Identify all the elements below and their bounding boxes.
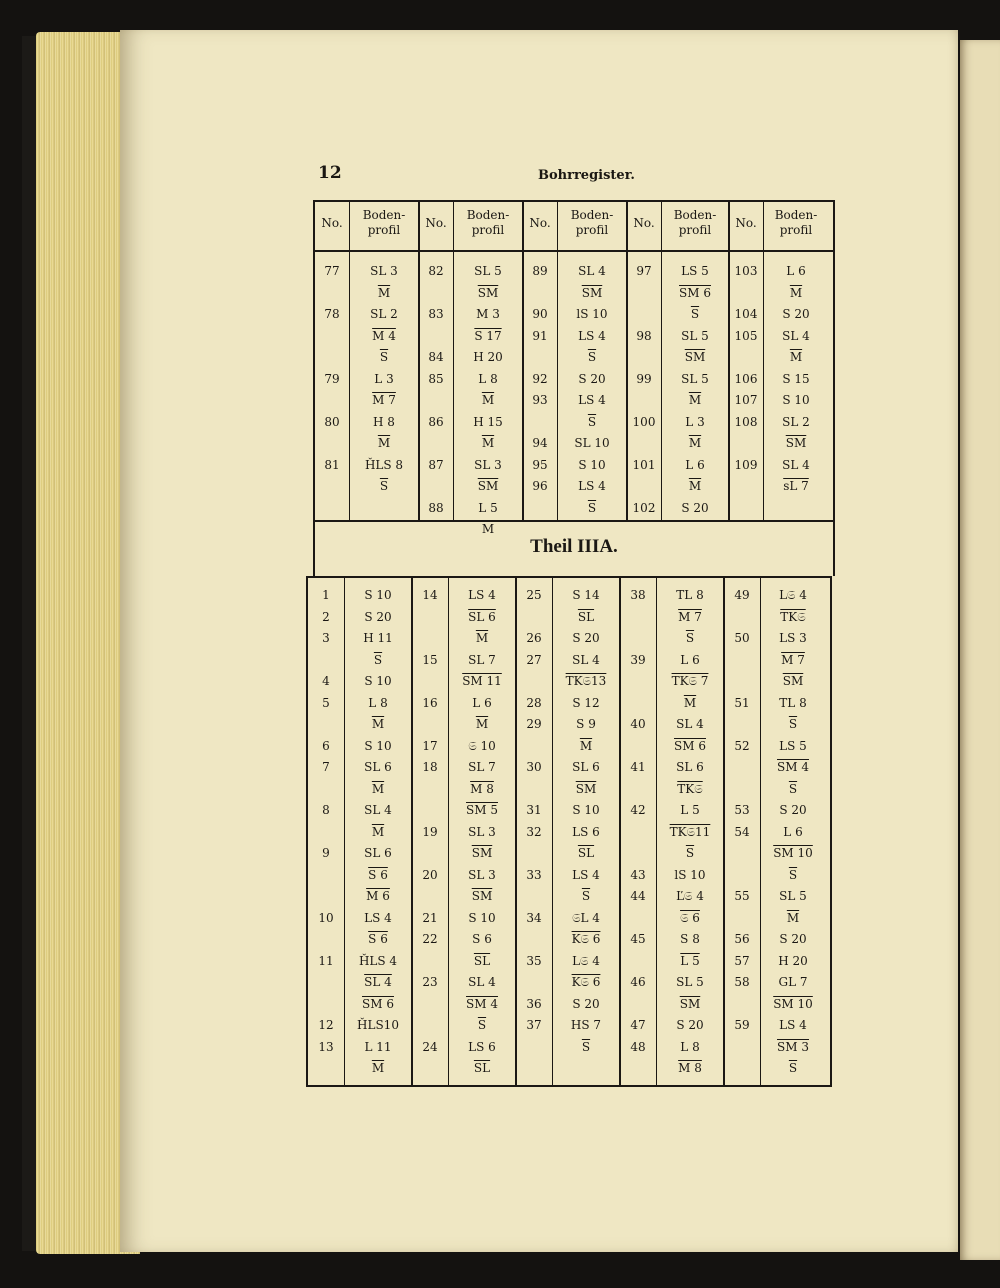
soil-profile-value: SM 4 [777,760,809,774]
soil-profile-value: $\overline{S}$ [788,1061,798,1075]
soil-profile-value: TK𝔖 [780,609,806,624]
row-number: 90 [532,307,548,321]
soil-profile-value: SL 3 [474,457,502,472]
number-divider [656,578,657,1085]
soil-profile-value: $\overline{S}$ [379,350,389,364]
soil-profile-value: $\overline{S}$ [587,350,597,364]
row-number: 89 [532,264,548,278]
soil-profile-value: $\overline{M}$ [481,522,495,536]
soil-profile-value: SL 5 [681,371,709,386]
row-number: 26 [526,631,542,645]
soil-profile-value: S 17 [474,328,502,343]
soil-profile-value: M 8 [470,781,494,796]
soil-profile-value: $\overline{SM}$ [477,285,499,300]
soil-profile-value: S 20 [364,609,392,624]
row-number: 36 [526,996,542,1011]
number-divider [344,578,345,1085]
soil-profile-value: SL 4 [468,975,496,989]
soil-profile-value: S 9 [576,717,596,731]
soil-profile-value: SL 4 [572,652,600,667]
soil-profile-value: $\overline{M}$ [789,285,803,300]
facing-page [960,40,1000,1260]
soil-profile-value: $\overline{S}$ [373,652,383,667]
soil-profile-value: S 10 [468,910,496,925]
row-number: 45 [630,932,646,946]
row-number: 109 [734,457,758,472]
soil-profile-value: SL 2 [370,307,398,321]
row-number: 20 [422,867,438,882]
row-number: 104 [734,307,758,321]
soil-profile-value: S 20 [779,803,807,817]
soil-profile-value: SM 11 [462,674,502,688]
row-number: 43 [630,867,646,882]
soil-profile-value: $\overline{M}$ [688,479,702,493]
soil-profile-value: S 20 [578,371,606,386]
row-number: 56 [734,932,750,946]
row-number: 105 [734,328,758,343]
row-number: 77 [324,264,340,278]
soil-profile-value: L 8 [680,1039,700,1054]
row-number: 7 [322,760,330,774]
row-number: 97 [636,264,652,278]
soil-profile-value: SL 4 [782,328,810,343]
row-number: 35 [526,953,542,968]
soil-profile-value: SL 4 [364,975,392,989]
row-number: 22 [422,932,438,946]
row-number: 51 [734,695,750,710]
soil-profile-value: LS 6 [572,824,600,839]
soil-profile-value: $\overline{SM}$ [477,479,499,493]
soil-profile-value: S 15 [782,371,810,386]
soil-profile-value: SL 3 [468,867,496,882]
row-number: 98 [636,328,652,343]
soil-profile-value: 𝔖 6 [680,910,700,925]
soil-profile-value: $\overline{S}$ [581,889,591,903]
soil-profile-value: SL 10 [574,436,610,450]
soil-profile-value: TK𝔖13 [565,674,607,688]
soil-profile-value: $\overline{S}$ [685,846,695,860]
soil-profile-value: L 11 [364,1039,392,1054]
row-number: 1 [322,588,330,602]
soil-profile-value: Ľ𝔖 4 [676,889,704,903]
soil-profile-value: S 10 [364,738,392,753]
soil-profile-value: $\overline{SM}$ [581,285,603,300]
row-number: 80 [324,414,340,429]
soil-profile-value: $\overline{M}$ [683,695,697,710]
soil-profile-value: SM 6 [362,996,394,1011]
soil-profile-value: SM 6 [679,285,711,300]
header-no: No. [321,216,343,230]
row-number: 83 [428,307,444,321]
row-number: 39 [630,652,646,667]
soil-profile-value: LS 4 [578,393,606,407]
soil-profile-value: L 3 [374,371,394,386]
soil-profile-value: L 6 [685,457,705,472]
soil-profile-value: SL 5 [779,889,807,903]
soil-profile-value: K𝔖 6 [571,975,601,989]
row-number: 3 [322,631,330,645]
soil-profile-value: S 10 [364,674,392,688]
soil-profile-value: $\overline{SM}$ [782,674,804,688]
soil-profile-value: S 10 [364,588,392,602]
soil-profile-value: ȞLS10 [357,1018,399,1032]
row-number: 8 [322,803,330,817]
soil-profile-value: $\overline{S}$ [477,1018,487,1032]
row-number: 31 [526,803,542,817]
header-bodenprofil: Boden- profil [774,208,818,237]
soil-profile-value: H 20 [473,350,503,364]
soil-profile-value: SL 3 [370,264,398,278]
soil-profile-value: SL 6 [468,609,496,624]
row-number: 25 [526,588,542,602]
soil-profile-value: L 5 [680,953,700,968]
soil-profile-value: S 6 [472,932,492,946]
row-number: 92 [532,371,548,386]
soil-profile-value: L 6 [783,824,803,839]
soil-profile-value: SL 4 [676,717,704,731]
soil-profile-value: L 6 [786,264,806,278]
header-bodenprofil: Boden- profil [570,208,614,237]
row-number: 87 [428,457,444,472]
row-number: 81 [324,457,340,472]
soil-profile-value: $\overline{S}$ [788,867,798,882]
soil-profile-value: S 8 [680,932,700,946]
header-rule [315,250,833,252]
soil-profile-value: lS 10 [576,307,608,321]
row-number: 14 [422,588,438,602]
soil-profile-value: $\overline{SL}$ [473,1061,491,1075]
borehole-table-2 [306,576,832,1087]
row-number: 102 [632,500,656,515]
soil-profile-value: SM 4 [466,996,498,1011]
soil-profile-value: GL 7 [778,975,808,989]
header-no: No. [529,216,551,230]
soil-profile-value: K𝔖 6 [571,932,601,946]
row-number: 101 [632,457,656,472]
row-number: 88 [428,500,444,515]
row-number: 107 [734,393,758,407]
row-number: 6 [322,738,330,753]
soil-profile-value: LS 4 [578,328,606,343]
soil-profile-value: L 3 [685,414,705,429]
soil-profile-value: $\overline{S}$ [379,479,389,493]
row-number: 33 [526,867,542,882]
soil-profile-value: H 11 [363,631,393,645]
header-bodenprofil: Boden- profil [673,208,717,237]
soil-profile-value: SL 3 [468,824,496,839]
soil-profile-value: sL 7 [783,479,809,493]
soil-profile-value: TK𝔖 [677,781,703,796]
soil-profile-value: $\overline{SM}$ [471,889,493,903]
soil-profile-value: H 15 [473,414,503,429]
soil-profile-value: $\overline{M}$ [371,781,385,796]
soil-profile-value: M 8 [678,1061,702,1075]
row-number: 99 [636,371,652,386]
row-number: 85 [428,371,444,386]
soil-profile-value: $\overline{M}$ [371,717,385,731]
soil-profile-value: L 6 [680,652,700,667]
row-number: 12 [318,1018,334,1032]
row-number: 58 [734,975,750,989]
soil-profile-value: S 12 [572,695,600,710]
soil-profile-value: $\overline{SM}$ [471,846,493,860]
row-number: 57 [734,953,750,968]
soil-profile-value: SM 6 [674,738,706,753]
header-bodenprofil: Boden- profil [362,208,406,237]
number-divider [552,578,553,1085]
soil-profile-value: $\overline{SM}$ [785,436,807,450]
soil-profile-value: $\overline{SM}$ [684,350,706,364]
soil-profile-value: SL 6 [676,760,704,774]
soil-profile-value: $\overline{M}$ [481,436,495,450]
soil-profile-value: $\overline{S}$ [581,1039,591,1054]
row-number: 40 [630,717,646,731]
soil-profile-value: TK𝔖 7 [671,674,709,688]
soil-profile-value: SM 5 [466,803,498,817]
soil-profile-value: LS 3 [779,631,807,645]
soil-profile-value: LS 5 [779,738,807,753]
row-number: 108 [734,414,758,429]
header-bodenprofil: Boden- profil [466,208,510,237]
row-number: 10 [318,910,334,925]
row-number: 82 [428,264,444,278]
soil-profile-value: SL 5 [474,264,502,278]
soil-profile-value: SL 7 [468,652,496,667]
number-divider [448,578,449,1085]
soil-profile-value: $\overline{M}$ [371,1061,385,1075]
soil-profile-value: SM 10 [773,996,813,1011]
soil-profile-value: L𝔖 4 [779,588,807,602]
soil-profile-value: SM 10 [773,846,813,860]
soil-profile-value: $\overline{M}$ [481,393,495,407]
soil-profile-value: L 8 [368,695,388,710]
row-number: 95 [532,457,548,472]
soil-profile-value: $\overline{S}$ [587,414,597,429]
soil-profile-value: S 6 [368,932,388,946]
soil-profile-value: ȞLS 8 [364,457,404,472]
row-number: 4 [322,674,330,688]
soil-profile-value: ȞLS 4 [358,953,398,968]
soil-profile-value: M 3 [476,307,500,321]
row-number: 55 [734,889,750,903]
row-number: 27 [526,652,542,667]
soil-profile-value: S 20 [681,500,709,515]
row-number: 54 [734,824,750,839]
soil-profile-value: SL 6 [364,846,392,860]
soil-profile-value: SL 6 [572,760,600,774]
soil-profile-value: 𝔖L 4 [572,910,600,925]
soil-profile-value: S 20 [572,996,600,1011]
soil-profile-value: H 8 [373,414,395,429]
soil-profile-value: SL 4 [578,264,606,278]
soil-profile-value: S 10 [572,803,600,817]
row-number: 84 [428,350,444,364]
soil-profile-value: $\overline{M}$ [579,738,593,753]
row-number: 16 [422,695,438,710]
row-number: 28 [526,695,542,710]
row-number: 38 [630,588,646,602]
soil-profile-value: $\overline{S}$ [690,307,700,321]
row-number: 2 [322,609,330,624]
row-number: 30 [526,760,542,774]
row-number: 17 [422,738,438,753]
soil-profile-value: 𝔖 10 [468,738,496,753]
soil-profile-value: M 7 [678,609,702,624]
row-number: 19 [422,824,438,839]
row-number: 18 [422,760,438,774]
soil-profile-value: $\overline{M}$ [371,824,385,839]
row-number: 49 [734,588,750,602]
soil-profile-value: LS 4 [578,479,606,493]
soil-profile-value: LS 5 [681,264,709,278]
soil-profile-value: $\overline{S}$ [587,500,597,515]
row-number: 79 [324,371,340,386]
soil-profile-value: SL 4 [364,803,392,817]
row-number: 29 [526,717,542,731]
soil-profile-value: SL 7 [468,760,496,774]
soil-profile-value: S 10 [782,393,810,407]
soil-profile-value: SM 3 [777,1039,809,1054]
soil-profile-value: S 20 [779,932,807,946]
soil-profile-value: L 5 [478,500,498,515]
soil-profile-value: S 20 [572,631,600,645]
soil-profile-value: M 7 [372,393,396,407]
row-number: 103 [734,264,758,278]
soil-profile-value: S 14 [572,588,600,602]
header-no: No. [425,216,447,230]
soil-profile-value: M 4 [372,328,396,343]
soil-profile-value: $\overline{M}$ [688,393,702,407]
row-number: 42 [630,803,646,817]
row-number: 86 [428,414,444,429]
row-number: 52 [734,738,750,753]
row-number: 78 [324,307,340,321]
soil-profile-value: $\overline{M}$ [377,285,391,300]
soil-profile-value: $\overline{M}$ [688,436,702,450]
soil-profile-value: LS 6 [468,1039,496,1054]
row-number: 46 [630,975,646,989]
number-divider [760,578,761,1085]
soil-profile-value: $\overline{SL}$ [473,953,491,968]
soil-profile-value: SL 4 [782,457,810,472]
row-number: 50 [734,631,750,645]
row-number: 41 [630,760,646,774]
row-number: 21 [422,910,438,925]
section-title: Theil IIIA. [313,518,835,576]
row-number: 93 [532,393,548,407]
soil-profile-value: SL 6 [364,760,392,774]
soil-profile-value: $\overline{SL}$ [577,846,595,860]
soil-profile-value: $\overline{S}$ [788,781,798,796]
soil-profile-value: $\overline{M}$ [475,717,489,731]
header-no: No. [633,216,655,230]
row-number: 94 [532,436,548,450]
row-number: 44 [630,889,646,903]
soil-profile-value: TL 8 [676,588,704,602]
row-number: 5 [322,695,330,710]
soil-profile-value: M 6 [366,889,390,903]
soil-profile-value: L 5 [680,803,700,817]
borehole-table-1 [313,200,835,536]
row-number: 47 [630,1018,646,1032]
soil-profile-value: SL 5 [676,975,704,989]
soil-profile-value: $\overline{M}$ [786,910,800,925]
page-number: 12 [318,163,342,183]
soil-profile-value: LS 4 [779,1018,807,1032]
row-number: 32 [526,824,542,839]
soil-profile-value: $\overline{M}$ [377,436,391,450]
soil-profile-value: $\overline{SM}$ [679,996,701,1011]
row-number: 59 [734,1018,750,1032]
soil-profile-value: TL 8 [779,695,807,710]
soil-profile-value: L 8 [478,371,498,386]
soil-profile-value: S 10 [578,457,606,472]
soil-profile-value: S 20 [782,307,810,321]
running-title: Bohrregister. [538,168,635,183]
soil-profile-value: M 7 [781,652,805,667]
soil-profile-value: HS 7 [570,1018,602,1032]
soil-profile-value: H 20 [778,953,808,968]
soil-profile-value: S 20 [676,1018,704,1032]
row-number: 13 [318,1039,334,1054]
row-number: 96 [532,479,548,493]
row-number: 24 [422,1039,438,1054]
row-number: 106 [734,371,758,386]
row-number: 37 [526,1018,542,1032]
soil-profile-value: $\overline{SM}$ [575,781,597,796]
soil-profile-value: S 6 [368,867,388,882]
soil-profile-value: $\overline{SL}$ [577,609,595,624]
row-number: 34 [526,910,542,925]
soil-profile-value: SL 2 [782,414,810,429]
soil-profile-value: LS 4 [364,910,392,925]
row-number: 48 [630,1039,646,1054]
row-number: 15 [422,652,438,667]
soil-profile-value: lS 10 [674,867,706,882]
row-number: 53 [734,803,750,817]
soil-profile-value: LS 4 [468,588,496,602]
row-number: 9 [322,846,330,860]
soil-profile-value: SL 5 [681,328,709,343]
soil-profile-value: $\overline{S}$ [788,717,798,731]
soil-profile-value: $\overline{M}$ [475,631,489,645]
soil-profile-value: L 6 [472,695,492,710]
soil-profile-value: TK𝔖11 [669,824,711,839]
row-number: 91 [532,328,548,343]
soil-profile-value: L𝔖 4 [572,953,600,968]
header-no: No. [735,216,757,230]
row-number: 23 [422,975,438,989]
soil-profile-value: $\overline{S}$ [685,631,695,645]
soil-profile-value: LS 4 [572,867,600,882]
row-number: 11 [318,953,334,968]
soil-profile-value: $\overline{M}$ [789,350,803,364]
row-number: 100 [632,414,656,429]
